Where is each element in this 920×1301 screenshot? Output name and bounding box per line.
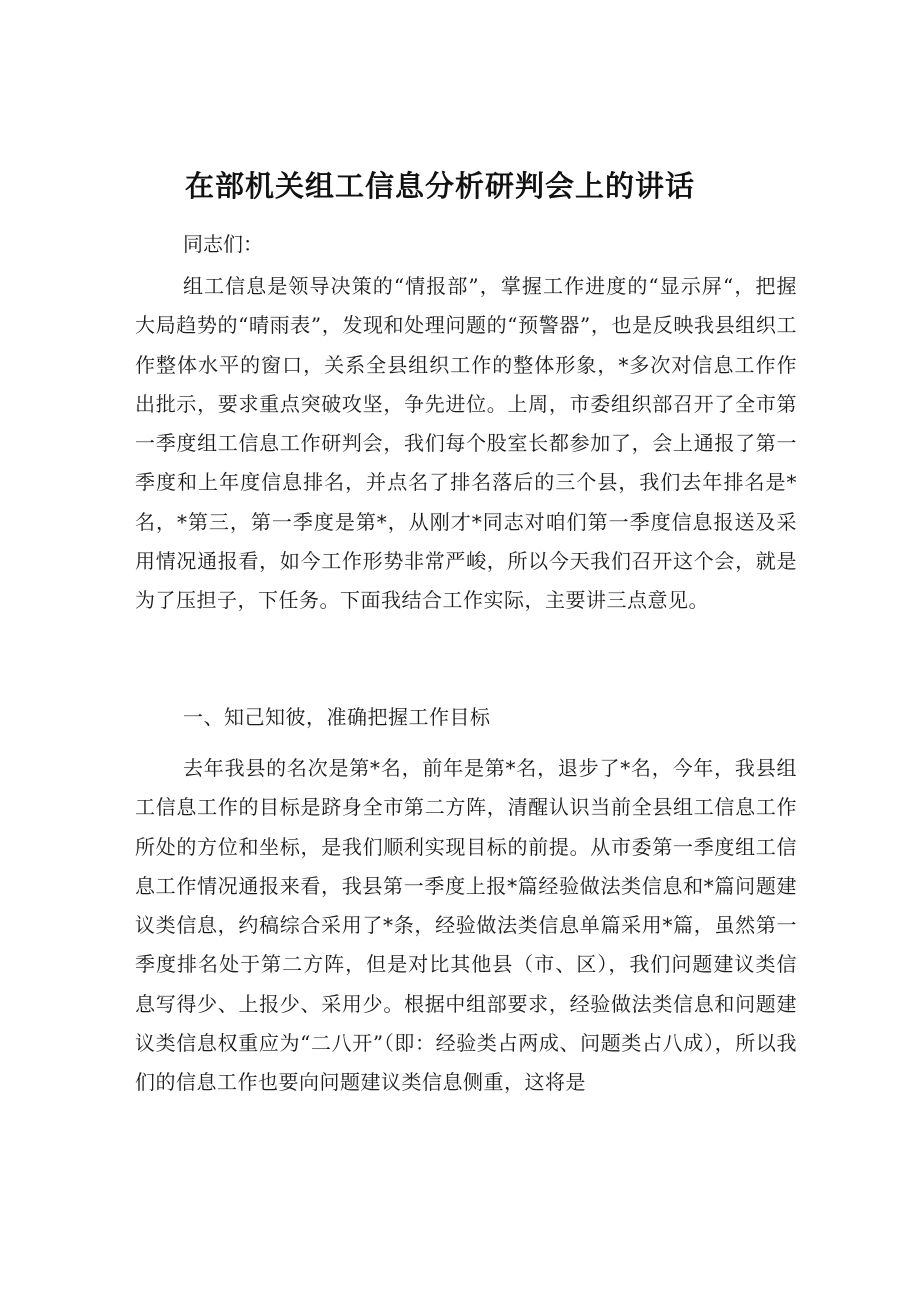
document-title: 在部机关组工信息分析研判会上的讲话 <box>184 169 695 203</box>
salutation: 同志们： <box>183 232 263 256</box>
paragraph-section-1: 去年我县的名次是第*名，前年是第*名，退步了*名，今年，我县组工信息工作的目标是跻身全市第二方阵，清醒认识当前全县组工信息工作所处的方位和坐标，是我们顺利实现目标的前提。从市委第一季度组工信息工作情况通报来看，我县第一季度上报*篇经验做法类信息和*篇问题建议类信息，约稿综合采用了*条，经验做法类信息单篇采用*篇，虽然第一季度排名处于第二方阵，但是对比其他县（市、区），我们问题建议类信息写得少、上报少、采用少。根据中组部要求，经验做法类信息和问题建议类信息权重应为“二八开”（即：经验类占两成、问题类占八成），所以我们的信息工作也要向问题建议类信息侧重，这将是 <box>135 756 797 1095</box>
paragraph-intro: 组工信息是领导决策的“情报部”，掌握工作进度的“显示屏“，把握大局趋势的“晴雨表”，发现和处理问题的“预警器”，也是反映我县组织工作整体水平的窗口，关系全县组织工作的整体形象，*多次对信息工作作出批示，要求重点突破攻坚，争先进位。上周，市委组织部召开了全市第一季度组工信息工作研判会，我们每个股室长都参加了，会上通报了第一季度和上年度信息排名，并点名了排名落后的三个县，我们去年排名是*名，*第三，第一季度是第*，从刚才*同志对咱们第一季度信息报送及采用情况通报看，如今工作形势非常严峻，所以今天我们召开这个会，就是为了压担子，下任务。下面我结合工作实际，主要讲三点意见。 <box>135 274 797 613</box>
section-heading-1: 一、知己知彼，准确把握工作目标 <box>183 705 491 729</box>
